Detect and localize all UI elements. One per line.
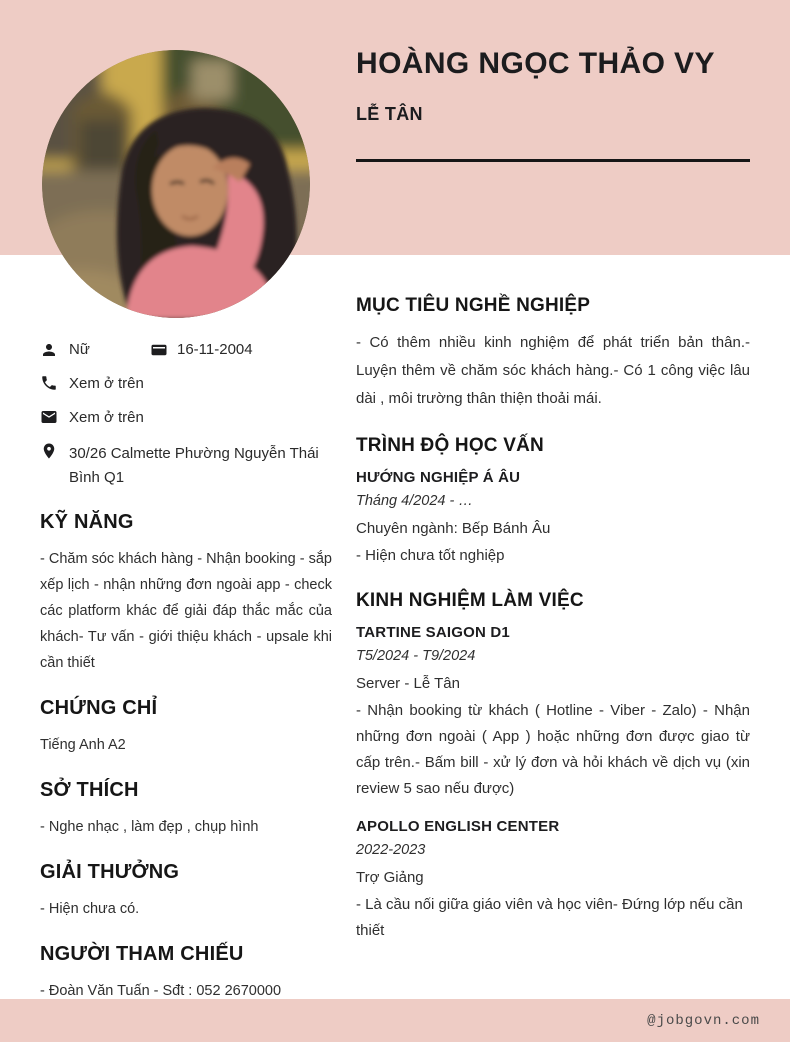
education-heading: TRÌNH ĐỘ HỌC VẤN	[356, 435, 544, 456]
section-hobbies	[40, 779, 332, 840]
footer-brand: @jobgovn.com	[647, 1012, 760, 1029]
references-body: - Đoàn Văn Tuấn - Sđt : 052 2670000	[40, 983, 282, 999]
profile-photo	[42, 50, 310, 318]
email-icon	[40, 408, 58, 426]
right-column	[356, 295, 750, 966]
hobbies-body: - Nghe nhạc , làm đẹp , chụp hình	[40, 819, 259, 835]
left-column	[40, 340, 332, 1004]
profile-photo-illustration	[42, 50, 310, 318]
dob-value: 16-11-2004	[177, 341, 253, 358]
address-value: 30/26 Calmette Phường Nguyễn Thái Bình Q1	[69, 445, 319, 486]
location-pin-icon	[40, 442, 58, 460]
certificates-body: Tiếng Anh A2	[40, 737, 126, 753]
phone-value: Xem ở trên	[69, 375, 144, 392]
contact-row-email	[40, 408, 332, 428]
contact-row-phone	[40, 374, 332, 394]
skills-body: - Chăm sóc khách hàng - Nhận booking - sắp xếp lịch - nhận những đơn ngoài app - check các platform khác để giải đáp thắc mắc của khách- Tư vấn - giới thiệu khách - upsale khi cần thiết	[40, 551, 332, 671]
job2-company: APOLLO ENGLISH CENTER	[356, 818, 560, 835]
section-experience	[356, 590, 750, 944]
education-entry	[356, 469, 750, 568]
header-divider	[356, 159, 750, 162]
experience-heading: KINH NGHIỆM LÀM VIỆC	[356, 590, 584, 611]
phone-icon	[40, 374, 58, 392]
calendar-icon	[150, 341, 168, 359]
section-objective	[356, 295, 750, 413]
skills-heading: KỸ NĂNG	[40, 511, 134, 533]
section-certificates	[40, 697, 332, 758]
contact-row-gender-dob	[40, 340, 332, 360]
header-text-block	[356, 46, 750, 162]
education-period: Tháng 4/2024 - …	[356, 493, 473, 509]
section-education	[356, 435, 750, 568]
candidate-name: HOÀNG NGỌC THẢO VY	[356, 47, 715, 80]
person-icon	[40, 341, 58, 359]
objective-body: - Có thêm nhiều kinh nghiệm để phát triển bản thân.- Luyện thêm về chăm sóc khách hàng.- Có 1 công việc lâu dài , môi trường thân thiện thoải mái.	[356, 334, 750, 407]
section-skills	[40, 511, 332, 676]
references-heading: NGƯỜI THAM CHIẾU	[40, 943, 244, 965]
job1-description: - Nhận booking từ khách ( Hotline - Viber - Zalo) - Nhận những đơn ngoài ( App ) hoặc những đơn được giao từ cấp trên.- Bấm bill - xử lý đơn và hỏi khách về dịch vụ (xin review 5 sao nếu được)	[356, 702, 750, 797]
education-school: HƯỚNG NGHIỆP Á ÂU	[356, 469, 521, 486]
awards-body: - Hiện chưa có.	[40, 901, 140, 917]
certificates-heading: CHỨNG CHỈ	[40, 697, 158, 719]
email-value: Xem ở trên	[69, 409, 144, 426]
job2-role: Trợ Giảng	[356, 869, 424, 886]
gender-value: Nữ	[69, 341, 90, 358]
education-major: Chuyên ngành: Bếp Bánh Âu	[356, 520, 551, 537]
awards-heading: GIẢI THƯỞNG	[40, 861, 180, 883]
job2-period: 2022-2023	[356, 842, 426, 858]
job1-period: T5/2024 - T9/2024	[356, 648, 476, 664]
experience-entry-1	[356, 624, 750, 802]
section-awards	[40, 861, 332, 922]
education-note: - Hiện chưa tốt nghiệp	[356, 547, 505, 564]
section-references	[40, 943, 332, 1004]
job2-description: - Là cầu nối giữa giáo viên và học viên- Đứng lớp nếu cần thiết	[356, 896, 743, 939]
dob-cell	[150, 340, 253, 360]
job1-role: Server - Lễ Tân	[356, 675, 460, 692]
objective-heading: MỤC TIÊU NGHỀ NGHIỆP	[356, 295, 591, 316]
job-title: LỄ TÂN	[356, 104, 423, 124]
footer-bar	[0, 999, 790, 1042]
job1-company: TARTINE SAIGON D1	[356, 624, 510, 641]
experience-entry-2	[356, 818, 750, 944]
hobbies-heading: SỞ THÍCH	[40, 779, 139, 801]
contact-row-address	[40, 442, 332, 490]
